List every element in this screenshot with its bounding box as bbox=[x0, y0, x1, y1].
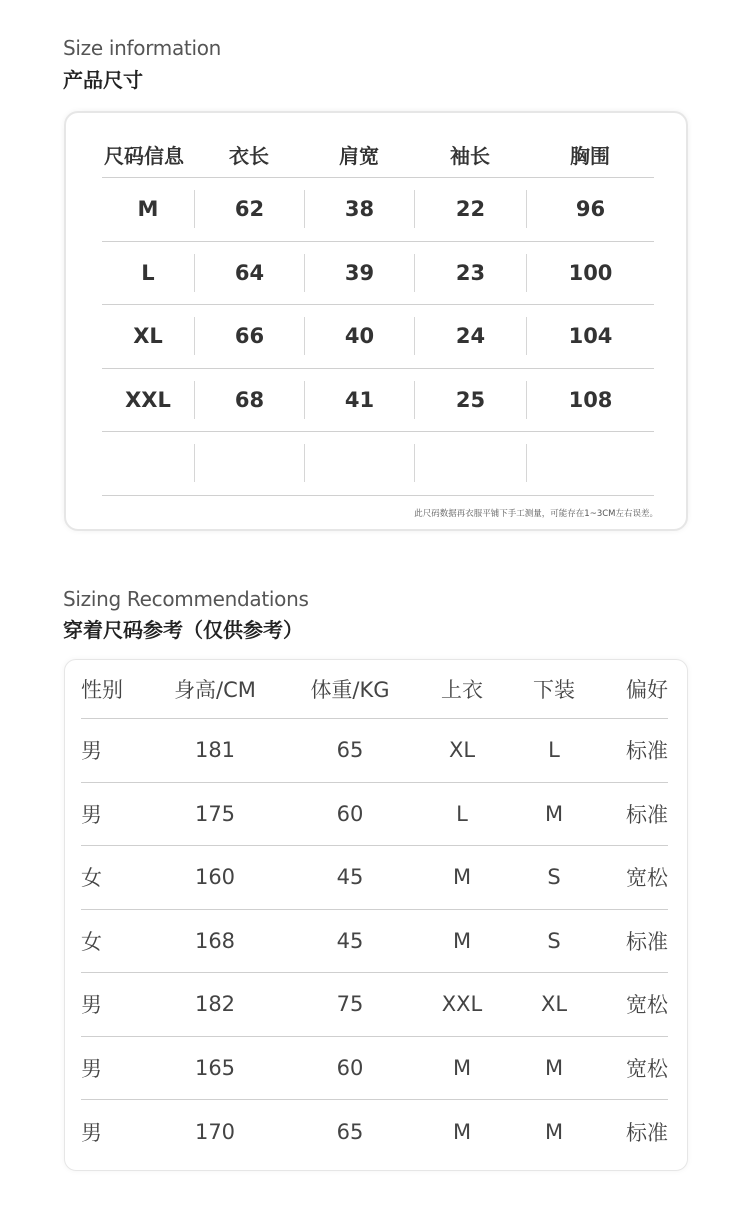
size-cell bbox=[526, 444, 654, 482]
recommend-header: 身高/CM bbox=[174, 678, 256, 702]
size-cell: 40 bbox=[304, 317, 414, 355]
recommend-header: 偏好 bbox=[626, 678, 668, 702]
recommend-row bbox=[81, 973, 668, 1037]
recommend-cell: M bbox=[544, 801, 564, 826]
size-chart-row-empty bbox=[102, 432, 654, 496]
recommend-title-en: Sizing Recommendations bbox=[63, 587, 309, 611]
recommend-cell: S bbox=[547, 928, 561, 953]
recommend-cell: M bbox=[452, 928, 472, 953]
recommend-row bbox=[81, 1100, 668, 1164]
recommend-header: 上衣 bbox=[441, 678, 483, 702]
size-cell: L bbox=[141, 260, 155, 285]
size-cell: XXL bbox=[125, 387, 171, 412]
recommend-row bbox=[81, 1037, 668, 1101]
recommend-header-row bbox=[81, 660, 668, 719]
recommend-cell: M bbox=[544, 1055, 564, 1080]
size-cell bbox=[102, 444, 194, 482]
recommend-header: 体重/KG bbox=[310, 678, 390, 702]
recommend-cell: 男 bbox=[81, 1120, 102, 1145]
size-cell: 104 bbox=[526, 317, 654, 355]
size-chart-row bbox=[102, 305, 654, 369]
recommend-cell: 男 bbox=[81, 1056, 102, 1081]
size-chart-row bbox=[102, 178, 654, 242]
size-cell: 22 bbox=[414, 190, 526, 228]
recommend-title-cn: 穿着尺码参考（仅供参考） bbox=[63, 618, 303, 642]
recommend-cell: 165 bbox=[194, 1055, 236, 1080]
recommend-cell: S bbox=[547, 865, 561, 890]
recommend-cell: 160 bbox=[194, 865, 236, 890]
recommend-cell: M bbox=[544, 1119, 564, 1144]
size-cell: 25 bbox=[414, 381, 526, 419]
size-cell: 62 bbox=[194, 190, 304, 228]
recommend-cell: 181 bbox=[194, 738, 236, 763]
recommend-cell: 45 bbox=[336, 865, 364, 890]
size-cell: 96 bbox=[526, 190, 654, 228]
recommend-cell: 宽松 bbox=[626, 866, 668, 891]
recommend-cell: 标准 bbox=[626, 1120, 668, 1145]
size-chart-row bbox=[102, 369, 654, 433]
size-cell: 23 bbox=[414, 254, 526, 292]
recommend-cell: XXL bbox=[441, 992, 483, 1017]
size-cell: 66 bbox=[194, 317, 304, 355]
recommend-row bbox=[81, 910, 668, 974]
size-cell: 100 bbox=[526, 254, 654, 292]
size-info-card bbox=[64, 111, 688, 531]
recommend-cell: 女 bbox=[81, 866, 102, 891]
size-cell: M bbox=[137, 197, 159, 222]
size-chart-row bbox=[102, 242, 654, 306]
size-chart-header: 肩宽 bbox=[339, 143, 379, 168]
recommend-cell: 60 bbox=[336, 801, 364, 826]
recommend-row bbox=[81, 719, 668, 783]
size-cell: 24 bbox=[414, 317, 526, 355]
size-info-title-cn: 产品尺寸 bbox=[63, 68, 143, 92]
recommend-cell: 182 bbox=[194, 992, 236, 1017]
recommend-cell: 60 bbox=[336, 1055, 364, 1080]
recommend-cell: M bbox=[452, 865, 472, 890]
recommend-cell: 175 bbox=[194, 801, 236, 826]
size-chart-header: 衣长 bbox=[229, 143, 269, 168]
measurement-note: 此尺码数据再衣服平铺下手工测量，可能存在1~3CM左右误差。 bbox=[414, 509, 658, 519]
recommend-header: 下装 bbox=[533, 678, 575, 702]
size-chart-table bbox=[102, 131, 654, 496]
size-cell: 39 bbox=[304, 254, 414, 292]
recommend-cell: 男 bbox=[81, 739, 102, 764]
recommend-cell: 宽松 bbox=[626, 1056, 668, 1081]
recommend-cell: 宽松 bbox=[626, 993, 668, 1018]
recommend-cell: 65 bbox=[336, 1119, 364, 1144]
recommend-cell: 75 bbox=[336, 992, 364, 1017]
recommend-cell: L bbox=[548, 738, 560, 763]
recommend-cell: XL bbox=[448, 738, 476, 763]
size-cell: 64 bbox=[194, 254, 304, 292]
size-cell bbox=[304, 444, 414, 482]
recommend-row bbox=[81, 846, 668, 910]
size-info-title-en: Size information bbox=[63, 36, 222, 60]
recommend-cell: 标准 bbox=[626, 739, 668, 764]
size-cell: XL bbox=[133, 324, 163, 349]
recommend-cell: 45 bbox=[336, 928, 364, 953]
size-chart-header-row bbox=[102, 131, 654, 178]
recommend-row bbox=[81, 783, 668, 847]
recommend-card bbox=[64, 659, 688, 1171]
recommend-cell: M bbox=[452, 1119, 472, 1144]
size-cell: 108 bbox=[526, 381, 654, 419]
size-chart-header: 袖长 bbox=[450, 143, 490, 168]
size-chart-header: 胸围 bbox=[570, 143, 610, 168]
recommend-cell: 168 bbox=[194, 928, 236, 953]
recommend-cell: 65 bbox=[336, 738, 364, 763]
size-cell bbox=[414, 444, 526, 482]
size-chart-header: 尺码信息 bbox=[104, 143, 184, 168]
recommend-cell: 女 bbox=[81, 929, 102, 954]
size-cell bbox=[194, 444, 304, 482]
size-cell: 38 bbox=[304, 190, 414, 228]
recommend-cell: L bbox=[456, 801, 468, 826]
recommend-cell: 170 bbox=[194, 1119, 236, 1144]
recommend-cell: 男 bbox=[81, 802, 102, 827]
recommend-table bbox=[81, 660, 668, 1164]
recommend-cell: XL bbox=[540, 992, 568, 1017]
recommend-cell: 男 bbox=[81, 993, 102, 1018]
recommend-cell: 标准 bbox=[626, 929, 668, 954]
size-cell: 68 bbox=[194, 381, 304, 419]
recommend-cell: 标准 bbox=[626, 802, 668, 827]
recommend-cell: M bbox=[452, 1055, 472, 1080]
size-cell: 41 bbox=[304, 381, 414, 419]
recommend-header: 性别 bbox=[81, 678, 123, 702]
